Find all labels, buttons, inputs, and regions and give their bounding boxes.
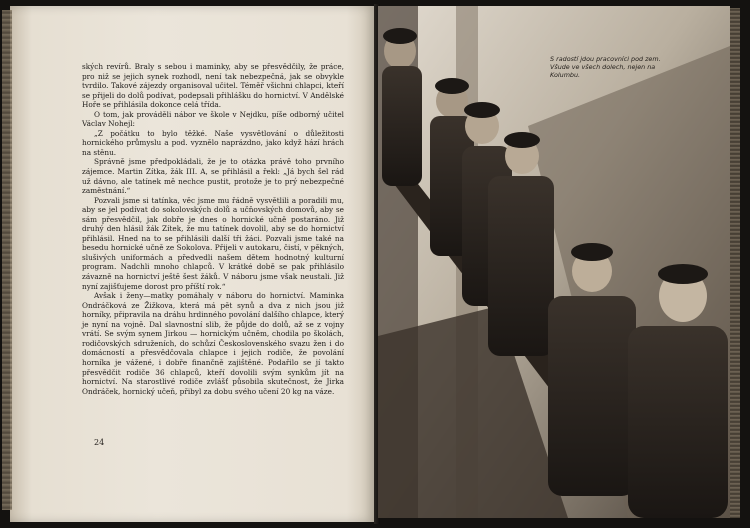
photo-caption: S radostí jdou pracovníci pod zem. Všude ve všech dolech, nejen na Kolumbu. xyxy=(550,55,661,79)
body-text xyxy=(82,62,344,396)
left-page xyxy=(10,6,376,522)
paragraph: Správně jsme předpokládali, že je to otázka právě toho prvního zájemce. Martin Zítka, žák III. A, se přihlásil a řekl: „Já bych šel rád už dávno, ale tatínek mě nechce pustit, protože je to prý nebezpečné zaměstnání.“ xyxy=(82,157,344,196)
paragraph: „Z počátku to bylo těžké. Naše vysvětlování o důležitosti hornického průmyslu a pod. vyznělo naprázdno, jako když hází hrách na stěnu. xyxy=(82,128,344,157)
paragraph: O tom, jak prováděli nábor ve škole v Nejdku, píše odborný učitel Václav Nohejl: xyxy=(82,109,344,129)
paragraph: Avšak i ženy—matky pomáhaly v náboru do hornictví. Maminka Ondráčková ze Žižkova, která má pět synů a dva z nich jsou již horníky, připravila na dráhu hrdinného povolání dalšího chlapce, který je nyní na vojně. Dal slavnostní slib, že půjde do dolů, až se z vojny vrátí. Se svým synem Jirkou — hornickým učněm, chodila po školách, rodičovských sdruženích, do schůzí Československého svazu žen i do domácností a přesvědčovala chlapce i jejich rodiče, že povolání horníka je vážené, i dobře finančně zajištěné. Podařilo se jí takto přesvědčit rodiče 36 chlapců, kteří dovolili svým synkům jít na hornictví. Na starostlivé rodiče zvlášť působila skutečnost, že Jirka Ondráček, hornický učeň, přibyl za dobu svého učení 20 kg na váze. xyxy=(82,291,344,396)
page-number: 24 xyxy=(94,438,105,447)
paragraph: ských revírů. Braly s sebou i maminky, aby se přesvědčily, že práce, pro niž se jejich synek rozhodl, není tak nebezpečná, jak se obvykle tvrdilo. Takové zájezdy organisoval učitel. Téměř všichni chlapci, kteří se přijeli do dolů podívat, podepsali přihlášku do hornictví. V Andělské Hoře se přihlásila dokonce celá třída. xyxy=(82,62,344,110)
page-edges-left xyxy=(2,10,12,510)
miners-photo xyxy=(378,6,730,518)
page-edges-right xyxy=(730,8,740,518)
right-page-photo xyxy=(378,6,730,518)
paragraph: Pozvali jsme si tatínka, věc jsme mu řádně vysvětlili a poradili mu, aby se jel podívat do sokolovských dolů a učňovských domovů, aby se sám přesvědčil, jak dobře je dnes o hornické učně postaráno. Již druhý den hlásil žák Zítek, že mu tatínek dovolil, aby se do hornictví přihlásil. Hned na to se přihlásili další tři žáci. Pozvali jsme také na besedu hornické učně ze Sokolova. Přijeli v autokaru, čistí, v pěkných, slušivých uniformách a předvedli našem dětem hodnotný kulturní program. Nadchli mnoho chlapců. V krátké době se pak přihlásilo závazně na hornictví ještě šest žáků. V náboru jsme však neustali. Již nyní zajišťujeme dorost pro příští rok.“ xyxy=(82,195,344,291)
